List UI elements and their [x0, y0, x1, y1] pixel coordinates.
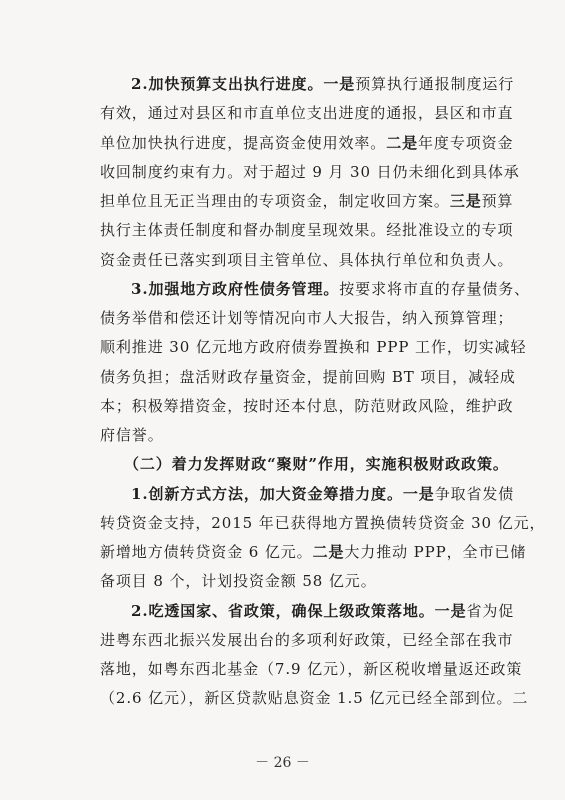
bold-text: 三是	[449, 192, 482, 210]
text-run: 大力推动 PPP，全市已储	[344, 543, 527, 561]
text-line	[100, 688, 529, 708]
text-run: 有效，通过对县区和市直单位支出进度的通报，县区和市直	[100, 104, 514, 123]
text-line	[100, 220, 514, 240]
text-line	[100, 308, 514, 328]
text-line	[100, 659, 523, 679]
para-budget-execution	[100, 74, 520, 270]
bold-text: 2.吃透国家、省政策，确保上级政策落地。	[131, 601, 435, 620]
bold-text: 2.加快预算支出执行进度。	[131, 75, 324, 93]
para-fundraising	[100, 484, 546, 592]
text-run: 按要求将市直的存量债务、	[339, 279, 531, 298]
text-run: 执行主体责任制度和督办制度呈现效果。经批准设立的专项	[100, 221, 514, 240]
text-line	[100, 279, 531, 299]
document-body	[100, 74, 546, 718]
para-local-debt	[100, 279, 531, 445]
bold-text: 二是	[386, 133, 419, 152]
bold-text: 一是	[434, 601, 467, 620]
text-line	[100, 162, 520, 182]
page-number: － 26 －	[255, 755, 310, 771]
text-run: 顺利推进 30 亿元地方政府债券置换和 PPP 工作，切实减轻	[100, 338, 527, 357]
text-run: 收回制度约束有力。对于超过 9 月 30 日仍未细化到具体承	[100, 162, 520, 181]
bold-text: 一是	[323, 75, 356, 93]
text-run: 单位加快执行进度，提高资金使用效率。	[100, 133, 387, 152]
text-line	[100, 513, 546, 533]
text-run: 资金责任已落实到项目主管单位、具体执行单位和负责人。	[100, 250, 514, 269]
text-run: 担单位且无正当理由的专项资金，制定收回方案。	[100, 192, 450, 210]
text-line	[100, 454, 509, 474]
text-run: 预算执行通报制度运行	[355, 75, 515, 93]
text-line	[100, 571, 502, 591]
text-line	[100, 74, 515, 94]
bold-text: 1.创新方式方法，加大资金筹措力度。	[131, 484, 403, 503]
text-line	[100, 250, 514, 270]
text-run: （2.6 亿元），新区贷款贴息资金 1.5 亿元已经全部到位。二	[100, 689, 529, 708]
text-line	[100, 601, 515, 621]
text-line	[100, 425, 502, 445]
bold-text: （二）着力发挥财政“聚财”作用，实施积极财政政策。	[124, 455, 509, 474]
text-run: 落地，如粤东西北基金（7.9 亿元），新区税收增量返还政策	[100, 660, 523, 678]
text-run: 年度专项资金	[418, 133, 514, 152]
text-run: 转贷资金支持，2015 年已获得地方置换债转贷资金 30 亿元，	[100, 513, 546, 532]
text-line	[100, 396, 514, 416]
text-line	[100, 103, 514, 123]
text-line	[100, 337, 527, 357]
text-run: 省为促	[466, 601, 515, 620]
text-run: 本；积极筹措资金，按时还本付息，防范财政风险，维护政	[100, 396, 514, 415]
bold-text: 一是	[402, 484, 435, 503]
text-run: 进粤东西北振兴发展出台的多项利好政策，已经全部在我市	[100, 630, 514, 649]
text-line	[100, 542, 527, 562]
text-line	[100, 133, 514, 153]
para-policy	[100, 601, 529, 709]
text-line	[100, 630, 514, 650]
text-line	[100, 191, 514, 211]
section-heading-2	[100, 454, 509, 474]
text-line	[100, 367, 516, 387]
text-run: 债务负担；盘活财政存量资金，提前回购 BT 项目，减轻成	[100, 367, 516, 386]
text-run: 债务举借和偿还计划等情况向市人大报告，纳入预算管理；	[100, 309, 514, 327]
bold-text: 3.加强地方政府性债务管理。	[131, 279, 340, 298]
text-line	[100, 484, 515, 504]
text-run: 新增地方债转贷资金 6 亿元。	[100, 543, 313, 561]
text-run: 备项目 8 个，计划投资金额 58 亿元。	[100, 572, 377, 591]
text-run: 争取省发债	[434, 484, 515, 503]
bold-text: 二是	[312, 543, 345, 561]
text-run: 府信誉。	[100, 426, 164, 444]
text-run: 预算	[481, 192, 514, 210]
